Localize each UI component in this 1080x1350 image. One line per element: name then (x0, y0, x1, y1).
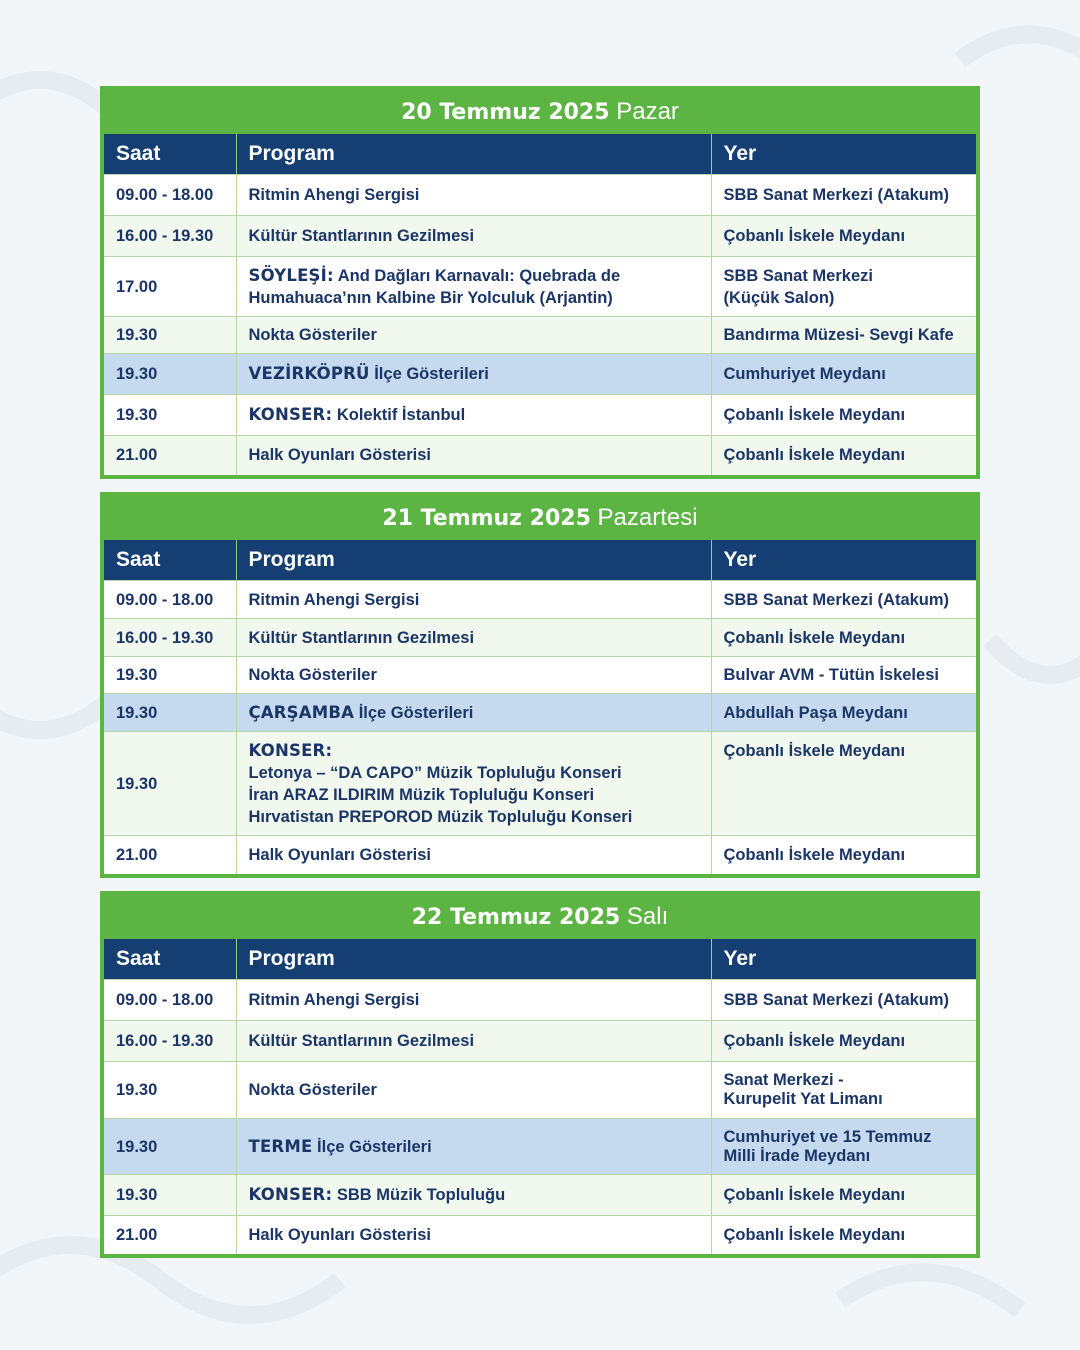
program-line: Hırvatistan PREPOROD Müzik Topluluğu Konseri (248, 808, 633, 826)
cell-place (711, 1119, 976, 1175)
table-row (104, 1062, 976, 1119)
table-row (104, 657, 976, 694)
cell-place: Bulvar AVM - Tütün İskelesi (711, 657, 976, 694)
table-row (104, 980, 976, 1021)
cell-program (236, 732, 711, 836)
program-text: İlçe Gösterileri (317, 1137, 432, 1156)
cell-place: SBB Sanat Merkezi (Atakum) (711, 581, 976, 619)
cell-time: 21.00 (104, 1216, 236, 1254)
header-time: Saat (104, 939, 236, 980)
place-line: Cumhuriyet ve 15 Temmuz (723, 1127, 932, 1146)
cell-place (711, 1062, 976, 1119)
table-row (104, 836, 976, 874)
table-row (104, 395, 976, 436)
day-title (104, 496, 976, 540)
cell-program: Halk Oyunları Gösterisi (236, 1216, 711, 1254)
table-row (104, 1216, 976, 1254)
place-line: Kurupelit Yat Limanı (723, 1090, 883, 1108)
program-text: SBB Müzik Topluluğu (336, 1186, 506, 1204)
table-row (104, 732, 976, 836)
cell-place: Çobanlı İskele Meydanı (711, 836, 976, 874)
cell-time: 09.00 - 18.00 (104, 980, 236, 1021)
header-program: Program (236, 540, 711, 581)
day-block-3 (100, 891, 980, 1258)
header-program: Program (236, 939, 711, 980)
table-row (104, 694, 976, 732)
cell-time: 09.00 - 18.00 (104, 175, 236, 216)
program-prefix: VEZİRKÖPRÜ (248, 364, 370, 383)
header-row (104, 134, 976, 175)
cell-time: 16.00 - 19.30 (104, 216, 236, 257)
day-block-2 (100, 492, 980, 878)
cell-program: Kültür Stantlarının Gezilmesi (236, 216, 711, 257)
schedule-table (104, 134, 976, 475)
cell-place: Abdullah Paşa Meydanı (711, 694, 976, 732)
cell-time: 19.30 (104, 657, 236, 694)
cell-program: Halk Oyunları Gösterisi (236, 836, 711, 874)
cell-time: 21.00 (104, 836, 236, 874)
program-text: Kolektif İstanbul (336, 406, 466, 424)
header-row (104, 540, 976, 581)
day-weekday: Pazartesi (597, 504, 698, 531)
cell-place: Çobanlı İskele Meydanı (711, 732, 976, 836)
table-row (104, 436, 976, 475)
cell-time: 19.30 (104, 317, 236, 354)
cell-place: Çobanlı İskele Meydanı (711, 1216, 976, 1254)
program-text: İlçe Gösterileri (374, 365, 489, 383)
cell-place: SBB Sanat Merkezi (Atakum) (711, 980, 976, 1021)
cell-program (236, 354, 711, 395)
cell-time: 19.30 (104, 354, 236, 395)
cell-time: 16.00 - 19.30 (104, 619, 236, 657)
program-text: İlçe Gösterileri (358, 703, 474, 722)
day-title (104, 895, 976, 939)
place-line: Sanat Merkezi - (723, 1071, 844, 1089)
cell-program: Nokta Gösteriler (236, 1062, 711, 1119)
program-line: Humahuaca’nın Kalbine Bir Yolculuk (Arjantin) (248, 288, 613, 307)
cell-program: Ritmin Ahengi Sergisi (236, 581, 711, 619)
cell-time: 19.30 (104, 1175, 236, 1216)
cell-place: Çobanlı İskele Meydanı (711, 436, 976, 475)
header-place: Yer (711, 134, 976, 175)
cell-time: 19.30 (104, 395, 236, 436)
cell-place: Bandırma Müzesi- Sevgi Kafe (711, 317, 976, 354)
day-date: 21 Temmuz 2025 (382, 506, 591, 531)
header-program: Program (236, 134, 711, 175)
cell-time: 19.30 (104, 1062, 236, 1119)
table-row (104, 1119, 976, 1175)
cell-place: Çobanlı İskele Meydanı (711, 395, 976, 436)
day-date: 22 Temmuz 2025 (411, 905, 621, 930)
program-prefix: SÖYLEŞİ: (248, 265, 334, 285)
program-prefix: KONSER: (248, 741, 333, 760)
cell-program (236, 694, 711, 732)
cell-place (711, 257, 976, 317)
header-place: Yer (711, 939, 976, 980)
cell-program: Ritmin Ahengi Sergisi (236, 980, 711, 1021)
table-row (104, 1021, 976, 1062)
cell-program (236, 257, 711, 317)
program-prefix: ÇARŞAMBA (248, 702, 355, 722)
cell-time: 19.30 (104, 694, 236, 732)
cell-time: 09.00 - 18.00 (104, 581, 236, 619)
cell-program: Kültür Stantlarının Gezilmesi (236, 619, 711, 657)
header-time: Saat (104, 134, 236, 175)
header-time: Saat (104, 540, 236, 581)
table-row (104, 317, 976, 354)
place-line: (Küçük Salon) (723, 288, 835, 307)
place-line: SBB Sanat Merkezi (723, 266, 873, 285)
cell-place: SBB Sanat Merkezi (Atakum) (711, 175, 976, 216)
place-line: Milli İrade Meydanı (723, 1146, 871, 1165)
cell-program: Ritmin Ahengi Sergisi (236, 175, 711, 216)
program-prefix: KONSER: (248, 1185, 333, 1204)
program-prefix: TERME (248, 1136, 313, 1156)
cell-time: 19.30 (104, 1119, 236, 1175)
cell-place: Çobanlı İskele Meydanı (711, 1021, 976, 1062)
cell-place: Çobanlı İskele Meydanı (711, 1175, 976, 1216)
day-weekday: Pazar (616, 98, 679, 125)
program-line: And Dağları Karnavalı: Quebrada de (337, 266, 621, 285)
program-prefix: KONSER: (248, 405, 333, 424)
day-weekday: Salı (626, 903, 669, 930)
cell-time: 17.00 (104, 257, 236, 317)
table-row (104, 619, 976, 657)
program-line: Letonya – “DA CAPO” Müzik Topluluğu Konseri (248, 764, 622, 782)
cell-place: Çobanlı İskele Meydanı (711, 216, 976, 257)
table-row (104, 581, 976, 619)
cell-place: Çobanlı İskele Meydanı (711, 619, 976, 657)
cell-program: Nokta Gösteriler (236, 317, 711, 354)
cell-place: Cumhuriyet Meydanı (711, 354, 976, 395)
cell-program (236, 395, 711, 436)
cell-program (236, 1119, 711, 1175)
table-row (104, 354, 976, 395)
table-row (104, 257, 976, 317)
header-place: Yer (711, 540, 976, 581)
program-line: İran ARAZ ILDIRIM Müzik Topluluğu Konseri (248, 786, 595, 804)
day-date: 20 Temmuz 2025 (401, 100, 610, 125)
schedule-table (104, 540, 976, 874)
day-title (104, 90, 976, 134)
schedule-table (104, 939, 976, 1254)
table-row (104, 216, 976, 257)
cell-program: Nokta Gösteriler (236, 657, 711, 694)
cell-program: Halk Oyunları Gösterisi (236, 436, 711, 475)
table-row (104, 175, 976, 216)
cell-time: 21.00 (104, 436, 236, 475)
cell-program (236, 1175, 711, 1216)
header-row (104, 939, 976, 980)
table-row (104, 1175, 976, 1216)
cell-time: 19.30 (104, 732, 236, 836)
day-block-1 (100, 86, 980, 479)
cell-program: Kültür Stantlarının Gezilmesi (236, 1021, 711, 1062)
cell-time: 16.00 - 19.30 (104, 1021, 236, 1062)
